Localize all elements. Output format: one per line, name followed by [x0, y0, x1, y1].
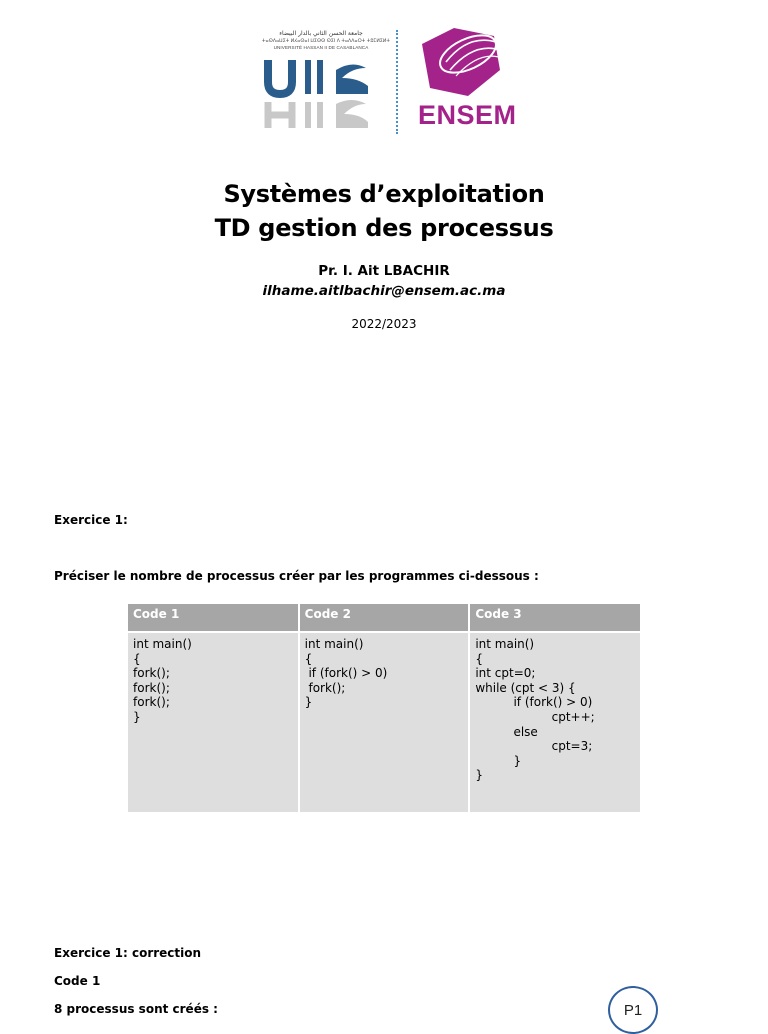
author-name: Pr. I. Ait LBACHIR	[318, 263, 450, 279]
code-line: int main()	[304, 637, 364, 651]
academic-year: 2022/2023	[351, 317, 417, 331]
code-line: int cpt=0;	[475, 666, 536, 681]
code-table	[128, 604, 640, 812]
code-table-header-row	[128, 604, 640, 632]
code-table-header: Code 1	[128, 604, 299, 632]
page-badge	[608, 986, 658, 1034]
code-line: cpt=3;	[475, 739, 593, 754]
code-line: fork();	[304, 680, 346, 695]
exercise-heading: Exercice 1:	[54, 513, 128, 527]
university-name-french: UNIVERSITÉ HASSAN II DE CASABLANCA	[273, 45, 369, 50]
code3-cell	[469, 632, 640, 812]
university-logo	[258, 26, 391, 134]
document-title-line2: TD gestion des processus	[214, 214, 554, 242]
code1-cell	[128, 632, 299, 812]
code-line: {	[133, 651, 141, 666]
correction-result: 8 processus sont créés :	[54, 1002, 218, 1016]
code-line: }	[133, 709, 141, 724]
code-line: cpt++;	[475, 709, 595, 724]
code-line: fork();	[133, 666, 170, 681]
code-line: }	[475, 753, 522, 768]
ensem-logo	[410, 26, 517, 136]
ensem-wordmark: ENSEM	[418, 100, 517, 130]
document-title-line1: Systèmes d’exploitation	[223, 180, 545, 208]
code-table-header: Code 3	[469, 604, 640, 632]
author-email: ilhame.aitlbachir@ensem.ac.ma	[262, 283, 506, 299]
code-line: if (fork() > 0)	[304, 666, 388, 681]
code-line: }	[475, 768, 483, 783]
page-badge-label: P1	[623, 1002, 643, 1019]
code-line: if (fork() > 0)	[475, 695, 593, 710]
ensem-emblem-icon	[410, 26, 510, 102]
code2-cell	[299, 632, 470, 812]
university-name-arabic: جامعة الحسن الثاني بالدار البيضاء	[279, 30, 363, 37]
correction-heading: Exercice 1: correction	[54, 946, 202, 960]
correction-code-label: Code 1	[54, 974, 101, 988]
code-table-row	[128, 632, 640, 812]
code-line: {	[475, 651, 483, 666]
exercise-prompt: Préciser le nombre de processus créer par les programmes ci-dessous :	[54, 569, 539, 583]
code-line: }	[304, 695, 313, 710]
university-name-tifinagh: ⵜⴰⵙⴷⴰⵡⵉⵜ ⵍⵃⴰⵙⴰⵏ ⵡⵉⵙⵙ ⵙⵉⵏ ⴷ ⵜⴰⴷⴷⴰⵔⵜ ⵜⵓⵎⵍⵉⵍⵜ	[262, 38, 391, 43]
code-line: int main()	[475, 637, 535, 651]
header-logos	[258, 26, 517, 138]
code-line: fork();	[133, 695, 170, 710]
code-line: int main()	[133, 637, 192, 651]
code-line: while (cpt < 3) {	[475, 680, 576, 695]
uh2-emblem-icon	[262, 56, 380, 132]
logo-separator	[396, 30, 398, 134]
code-line: fork();	[133, 680, 170, 695]
code-line: {	[304, 651, 313, 666]
code-line: else	[475, 724, 538, 739]
code-table-header: Code 2	[299, 604, 470, 632]
